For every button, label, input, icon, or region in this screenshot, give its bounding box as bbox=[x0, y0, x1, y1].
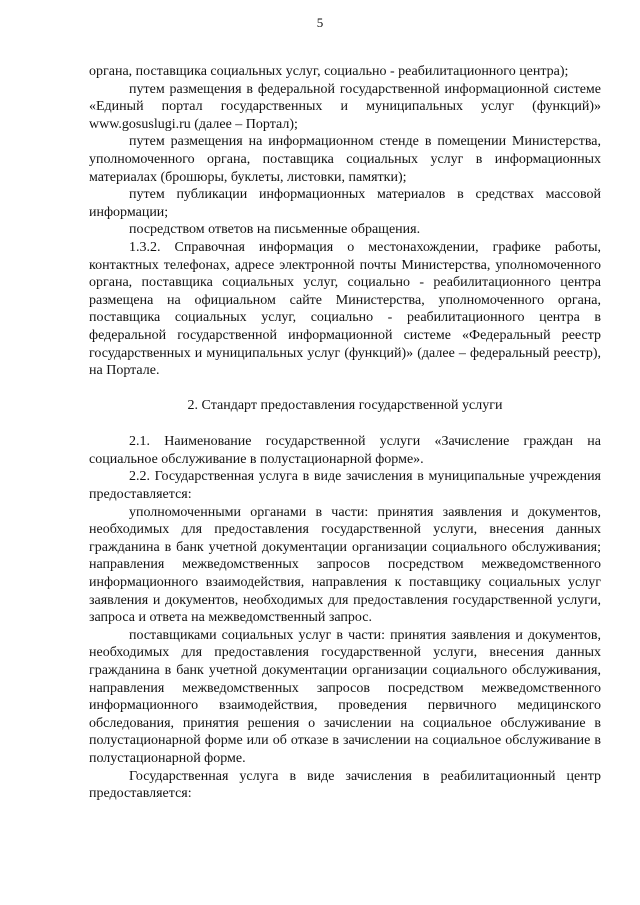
paragraph-service-providers: поставщиками социальных услуг в части: принятия заявления и документов, необходимых для предоставления государственной услуги, внесения данных гражданина в банк учетной документации организации социального обслуживания, направления межведомственных запросов посредством межведомственного информационного взаимодействия, проведения первичного медицинского обследования, принятия решения о зачислении на социальное обслуживание в полустационарной форме или об отказе в зачислении на социальное обслуживание в полустационарной форме. bbox=[89, 627, 601, 766]
paragraph-portal: путем размещения в федеральной государственной информационной системе «Единый портал государственных и муниципальных услуг (функций)» www.gosuslugi.ru (далее – Портал); bbox=[89, 81, 601, 132]
page-number: 5 bbox=[316, 15, 324, 30]
paragraph-info-stand: путем размещения на информационном стенде в помещении Министерства, уполномоченного органа, поставщика социальных услуг в информационных материалах (брошюры, буклеты, листовки, памятки); bbox=[89, 134, 601, 185]
paragraph-written-requests: посредством ответов на письменные обращения. bbox=[129, 222, 421, 238]
paragraph-1-3-2: 1.3.2. Справочная информация о местонахождении, графике работы, контактных телефонах, адресе электронной почты Министерства, уполномоченного органа, поставщика социальных услуг, социально - реабилитационного центра размещена на официальном сайте Министерства, уполномоченного органа, поставщика социальных услуг, социально - реабилитационного центра в федеральной государственной информационной системе «Федеральный реестр государственных и муниципальных услуг (функций)» (далее – федеральный реестр), на Портале. bbox=[89, 239, 601, 379]
document-body bbox=[89, 63, 601, 803]
paragraph-rehab-center: Государственная услуга в виде зачисления в реабилитационный центр предоставляется: bbox=[89, 768, 601, 802]
section-heading: 2. Стандарт предоставления государственной услуги bbox=[187, 397, 503, 413]
paragraph-mass-media: путем публикации информационных материалов в средствах массовой информации; bbox=[89, 187, 601, 220]
paragraph-authorized-bodies: уполномоченными органами в части: принятия заявления и документов, необходимых для предоставления государственной услуги, внесения данных гражданина в банк учетной документации организации социального обслуживания; направления межведомственных запросов посредством межведомственного информационного взаимодействия, направления к поставщику социальных услуг заявления и документов, необходимых для предоставления государственной услуги, запроса и ответа на межведомственный запрос. bbox=[89, 504, 601, 626]
paragraph-2-2: 2.2. Государственная услуга в виде зачисления в муниципальные учреждения предоставляется: bbox=[89, 469, 601, 503]
paragraph-continuation: органа, поставщика социальных услуг, социально - реабилитационного центра); bbox=[89, 64, 569, 79]
paragraph-2-1: 2.1. Наименование государственной услуги «Зачисление граждан на социальное обслуживание в полустационарной форме». bbox=[89, 434, 601, 467]
